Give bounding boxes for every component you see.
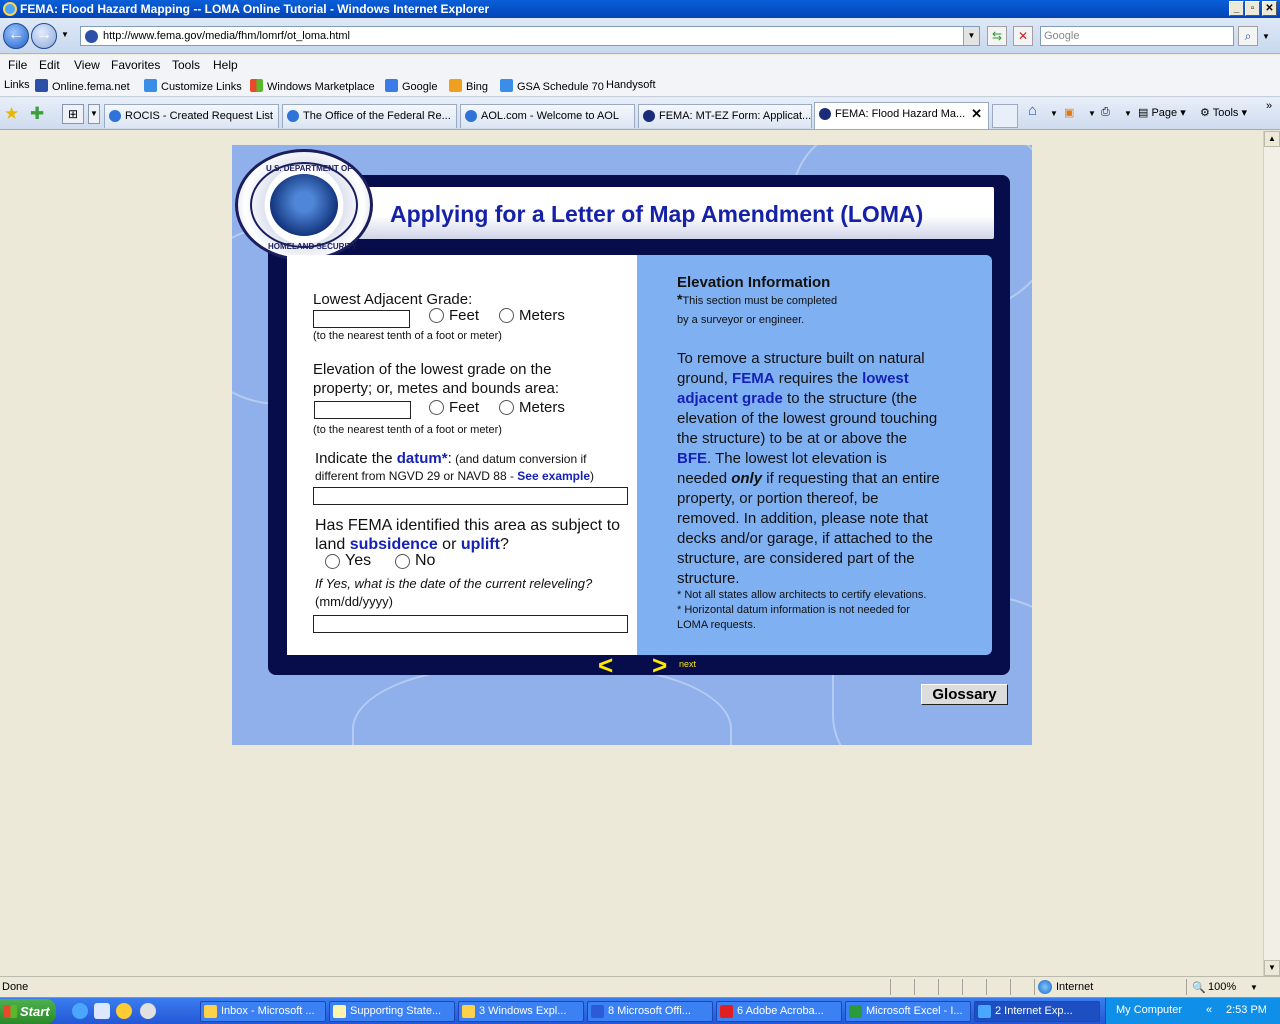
elev-label-line2: property; or, metes and bounds area: bbox=[313, 380, 559, 397]
ie-icon bbox=[3, 2, 17, 16]
menu-bar bbox=[0, 55, 1280, 75]
menu-favorites[interactable]: Favorites bbox=[111, 58, 161, 72]
tab-federal-register[interactable]: The Office of the Federal Re... bbox=[282, 104, 457, 128]
map-background-shape bbox=[352, 665, 732, 745]
search-options-icon[interactable]: ▼ bbox=[1262, 32, 1270, 41]
link-gsa-schedule[interactable]: GSA Schedule 70 bbox=[500, 79, 604, 93]
favorites-star-icon[interactable]: ★ bbox=[4, 104, 20, 123]
seal-bottom-text: HOMELAND SECURITY bbox=[268, 242, 357, 251]
search-input[interactable]: Google bbox=[1040, 26, 1234, 46]
vertical-scrollbar[interactable] bbox=[1263, 131, 1280, 976]
zoom-level[interactable]: 100% bbox=[1208, 981, 1237, 993]
task-internet-explorer[interactable]: 2 Internet Exp... bbox=[974, 1001, 1100, 1022]
menu-edit[interactable]: Edit bbox=[39, 58, 60, 72]
adjacent-grade-link[interactable]: adjacent grade bbox=[677, 390, 783, 407]
windows-flag-icon bbox=[250, 79, 263, 92]
tray-expand-icon[interactable]: « bbox=[1206, 1004, 1213, 1016]
menu-help[interactable]: Help bbox=[213, 58, 238, 72]
tab-bar bbox=[0, 98, 1280, 130]
elev-input[interactable] bbox=[314, 401, 411, 419]
task-windows-explorer[interactable]: 3 Windows Expl... bbox=[458, 1001, 584, 1022]
info-subheading: *This section must be completed bbox=[677, 291, 838, 307]
lag-feet-radio[interactable] bbox=[429, 308, 444, 323]
elev-feet-radio[interactable] bbox=[429, 400, 444, 415]
windows-flag-icon bbox=[4, 1005, 17, 1018]
scroll-down-icon[interactable]: ▼ bbox=[1264, 960, 1280, 976]
folder-icon bbox=[462, 1005, 475, 1018]
links-bar bbox=[0, 75, 1280, 97]
tools-menu[interactable]: ⚙ Tools ▾ bbox=[1200, 107, 1247, 119]
subsidence-question-line1: Has FEMA identified this area as subject to bbox=[315, 517, 621, 534]
internet-zone-icon bbox=[1038, 980, 1052, 994]
subsidence-no-radio[interactable] bbox=[395, 554, 410, 569]
link-bing[interactable]: Bing bbox=[449, 79, 488, 93]
lag-meters-label: Meters bbox=[519, 307, 565, 324]
subsidence-link[interactable]: subsidence bbox=[349, 536, 438, 553]
lag-label: Lowest Adjacent Grade: bbox=[313, 291, 473, 308]
window-title: FEMA: Flood Hazard Mapping -- LOMA Online Tutorial - Windows Internet Explorer bbox=[20, 2, 490, 16]
tab-aol[interactable]: AOL.com - Welcome to AOL bbox=[460, 104, 635, 128]
info-footnote-3: LOMA requests. bbox=[677, 619, 756, 631]
date-format-hint: (mm/dd/yyyy) bbox=[315, 594, 393, 609]
tab-rocis[interactable]: ROCIS - Created Request List bbox=[104, 104, 279, 128]
lag-feet-label: Feet bbox=[449, 307, 480, 324]
address-url: http://www.fema.gov/media/fhm/lomrf/ot_loma.html bbox=[103, 30, 350, 42]
elev-tenth-note: (to the nearest tenth of a foot or meter) bbox=[313, 424, 502, 436]
print-icon[interactable]: ⎙ bbox=[1101, 106, 1110, 118]
info-footnote-2: * Horizontal datum information is not needed for bbox=[677, 604, 910, 616]
ie-page-icon bbox=[144, 79, 157, 92]
ie-page-icon bbox=[109, 110, 121, 122]
dhs-seal-logo bbox=[235, 149, 373, 261]
system-tray bbox=[1105, 998, 1280, 1024]
fema-link[interactable]: FEMA bbox=[732, 370, 775, 387]
datum-input[interactable] bbox=[313, 487, 628, 505]
page-title: Applying for a Letter of Map Amendment (LOMA) bbox=[390, 201, 924, 227]
seal-top-text: U.S. DEPARTMENT OF bbox=[266, 164, 353, 173]
home-icon[interactable]: ⌂ bbox=[1028, 102, 1038, 119]
loma-tutorial-frame bbox=[232, 145, 1032, 745]
next-arrow-icon[interactable]: > bbox=[652, 650, 668, 680]
refresh-icon[interactable]: ⇆ bbox=[987, 26, 1007, 46]
lag-meters-radio[interactable] bbox=[499, 308, 514, 323]
bing-icon bbox=[449, 79, 462, 92]
outlook-icon bbox=[204, 1005, 217, 1018]
new-tab-button[interactable] bbox=[992, 104, 1018, 128]
ie-page-icon bbox=[287, 110, 299, 122]
tab-list-icon[interactable]: ▼ bbox=[88, 104, 100, 124]
next-label[interactable]: next bbox=[679, 659, 697, 669]
fema-seal-icon bbox=[643, 110, 655, 122]
google-icon bbox=[385, 79, 398, 92]
site-favicon-icon bbox=[85, 30, 98, 43]
tab-fema-mtez[interactable]: FEMA: MT-EZ Form: Applicat... bbox=[638, 104, 812, 128]
task-microsoft-office[interactable]: 8 Microsoft Offi... bbox=[587, 1001, 713, 1022]
glossary-button[interactable]: Glossary bbox=[921, 684, 1008, 705]
subsidence-no-label: No bbox=[415, 552, 436, 569]
eagle-emblem-icon bbox=[270, 174, 338, 236]
minimize-button[interactable]: _ bbox=[1229, 1, 1244, 16]
window-title-bar bbox=[0, 0, 1280, 18]
task-outlook[interactable]: Inbox - Microsoft ... bbox=[200, 1001, 326, 1022]
print-dropdown-icon[interactable]: ▼ bbox=[1124, 109, 1132, 118]
envelope-icon bbox=[333, 1005, 346, 1018]
zoom-icon: 🔍 bbox=[1192, 982, 1206, 994]
subsidence-question-line2: land subsidence or uplift? bbox=[315, 536, 509, 553]
lag-input[interactable] bbox=[313, 310, 410, 328]
link-windows-marketplace[interactable]: Windows Marketplace bbox=[250, 79, 375, 93]
releveling-question: If Yes, what is the date of the current releveling? bbox=[315, 576, 593, 591]
address-bar[interactable] bbox=[80, 26, 980, 46]
menu-tools[interactable]: Tools bbox=[172, 58, 201, 72]
previous-arrow-icon[interactable]: < bbox=[598, 650, 614, 680]
elev-meters-radio[interactable] bbox=[499, 400, 514, 415]
subsidence-yes-label: Yes bbox=[345, 552, 372, 569]
info-paragraph: To remove a structure built on natural ground, FEMA requires the lowest adjacent grade to the structure (the elevation of the lowest ground touching the structure) to be at or above the BFE. The lowest lot elevation is needed only if requesting that an entire property, or portion thereof, be removed. In addition, please note that decks and/or garage, if attached to the structure, are considered part of the structure. bbox=[677, 350, 940, 587]
datum-note: different from NGVD 29 or NAVD 88 - See example) bbox=[315, 469, 595, 483]
quicklaunch-desktop-icon[interactable] bbox=[94, 1003, 110, 1019]
quick-tabs-icon[interactable]: ⊞ bbox=[62, 104, 84, 124]
lag-tenth-note: (to the nearest tenth of a foot or meter) bbox=[313, 330, 502, 342]
elevation-info-panel bbox=[637, 255, 992, 655]
elev-meters-label: Meters bbox=[519, 399, 565, 416]
stop-icon[interactable]: ✕ bbox=[1013, 26, 1033, 46]
releveling-date-input[interactable] bbox=[313, 615, 628, 633]
fema-seal-icon bbox=[819, 108, 831, 120]
back-button[interactable]: ← bbox=[3, 23, 29, 49]
ie-page-icon bbox=[465, 110, 477, 122]
search-icon[interactable]: ⌕ bbox=[1238, 26, 1258, 46]
home-dropdown-icon[interactable]: ▼ bbox=[1050, 109, 1058, 118]
elev-label-line1: Elevation of the lowest grade on the bbox=[313, 361, 552, 378]
status-bar bbox=[0, 976, 1280, 997]
title-banner bbox=[332, 187, 994, 239]
ie-icon bbox=[978, 1005, 991, 1018]
link-online-fema[interactable]: Online.fema.net bbox=[35, 79, 130, 93]
acrobat-icon bbox=[720, 1005, 733, 1018]
menu-file[interactable]: File bbox=[8, 58, 28, 72]
uplift-link[interactable]: uplift bbox=[460, 536, 500, 553]
clock: 2:53 PM bbox=[1226, 1004, 1267, 1016]
more-commands-icon[interactable]: » bbox=[1266, 100, 1273, 112]
address-toolbar bbox=[0, 18, 1280, 54]
info-subheading-2: by a surveyor or engineer. bbox=[677, 314, 805, 326]
links-label: Links bbox=[4, 79, 30, 91]
bfe-link[interactable]: BFE bbox=[677, 450, 707, 467]
link-handysoft[interactable]: Handysoft bbox=[606, 79, 656, 91]
my-computer-label[interactable]: My Computer bbox=[1116, 1004, 1183, 1016]
task-supporting-statement[interactable]: Supporting State... bbox=[329, 1001, 455, 1022]
task-adobe-acrobat[interactable]: 6 Adobe Acroba... bbox=[716, 1001, 842, 1022]
lowest-link[interactable]: lowest bbox=[862, 370, 909, 387]
form-panel bbox=[287, 255, 637, 655]
subsidence-yes-radio[interactable] bbox=[325, 554, 340, 569]
taskbar bbox=[0, 997, 1280, 1024]
quicklaunch-ie-icon[interactable] bbox=[72, 1003, 88, 1019]
excel-icon bbox=[849, 1005, 862, 1018]
feeds-dropdown-icon[interactable]: ▼ bbox=[1088, 109, 1096, 118]
scroll-up-icon[interactable]: ▲ bbox=[1264, 131, 1280, 147]
quicklaunch-messenger-icon[interactable] bbox=[116, 1003, 132, 1019]
add-favorites-icon[interactable]: ✚ bbox=[30, 104, 45, 123]
start-button[interactable]: Start bbox=[0, 999, 56, 1024]
info-heading: Elevation Information bbox=[677, 274, 831, 291]
link-customize[interactable]: Customize Links bbox=[144, 79, 242, 93]
task-excel[interactable]: Microsoft Excel - I... bbox=[845, 1001, 971, 1022]
quicklaunch-media-icon[interactable] bbox=[140, 1003, 156, 1019]
fema-seal-icon bbox=[35, 79, 48, 92]
tab-fema-flood-active[interactable]: FEMA: Flood Hazard Ma... ✕ bbox=[814, 102, 989, 129]
see-example-link[interactable]: See example bbox=[517, 469, 591, 483]
address-dropdown-icon[interactable]: ▼ bbox=[963, 27, 979, 45]
ie-page-icon bbox=[500, 79, 513, 92]
forward-button[interactable]: → bbox=[31, 23, 57, 49]
close-window-button[interactable]: ✕ bbox=[1262, 1, 1277, 16]
maximize-button[interactable]: ▫ bbox=[1245, 1, 1260, 16]
datum-link[interactable]: datum* bbox=[396, 450, 448, 467]
elev-feet-label: Feet bbox=[449, 399, 480, 416]
feeds-icon[interactable]: ▣ bbox=[1064, 107, 1075, 119]
link-google[interactable]: Google bbox=[385, 79, 437, 93]
close-tab-icon[interactable]: ✕ bbox=[971, 106, 982, 121]
status-text: Done bbox=[2, 981, 29, 993]
zoom-dropdown-icon[interactable]: ▼ bbox=[1250, 983, 1258, 992]
menu-view[interactable]: View bbox=[74, 58, 100, 72]
word-icon bbox=[591, 1005, 604, 1018]
zone-label: Internet bbox=[1056, 981, 1094, 993]
page-menu[interactable]: ▤ Page ▾ bbox=[1138, 107, 1186, 119]
info-footnote-1: * Not all states allow architects to certify elevations. bbox=[677, 589, 927, 601]
datum-label: Indicate the datum*: (and datum conversion if bbox=[315, 450, 587, 467]
history-dropdown-icon[interactable]: ▼ bbox=[61, 30, 69, 39]
